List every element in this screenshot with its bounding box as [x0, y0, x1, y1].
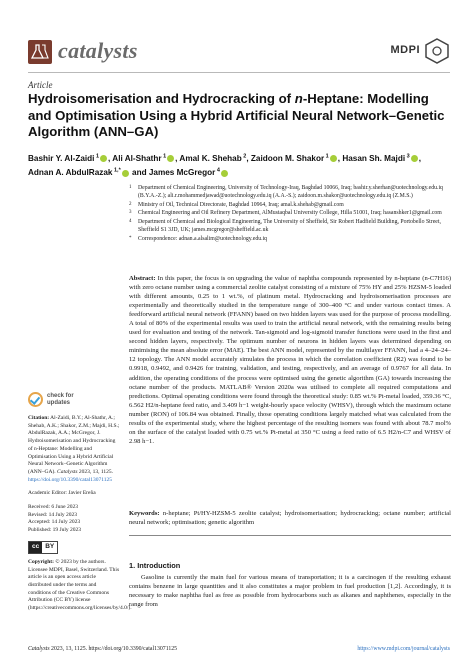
keywords-text: n-heptane; Pt/HY-HZSM-5 zeolite catalyst; hydroisomerisation; hydrocracking; octane number; artificial neural network; optimisation; genetic algorithm [129, 510, 451, 527]
affiliation-item: 3 Chemical Engineering and Oil Refinery Department, AlMustaqbal University College, Hilla 51001, Iraq; hasanshker1@gmail.com [129, 210, 442, 217]
journal-name: catalysts [58, 38, 138, 63]
keywords-divider [129, 535, 451, 536]
check-updates-icon [28, 392, 43, 407]
orcid-icon[interactable] [167, 155, 174, 162]
article-sidebar [28, 392, 132, 619]
journal-header [28, 38, 450, 70]
citation-doi-link[interactable]: https://doi.org/10.3390/catal13071125 [28, 476, 113, 483]
affiliation-item: 2 Ministry of Oil, Technical Directorate, Baghdad 10964, Iraq; amal.k.shehab@gmail.com [129, 201, 344, 208]
author-name[interactable]: Amal K. Shehab $^2$, [179, 153, 251, 163]
orcid-icon[interactable] [122, 170, 129, 177]
orcid-icon[interactable] [330, 155, 337, 162]
abstract-label: Abstract: [129, 275, 156, 282]
citation: Citation: Al-Zaidi, B.Y.; Al-Shathr, A.; Shehab, A.K.; Shakor, Z.M.; Majdi, H.S.; AbdulRazak, A.A.; McGregor, J. Hydroisomerisation and Hydrocracking of n-Heptane: Modelling and Optimisation Using a Hybrid Artificial Neural Network–Genetic Algorithm (ANN–GA). Catalysts 2023, 13, 1125. https://doi.org/10.3390/catal13071125 [28, 415, 120, 483]
journal-logo-icon [28, 40, 52, 64]
affiliations [129, 184, 451, 243]
article-title: Hydroisomerisation and Hydrocracking of n-Heptane: Modelling and Optimisation Using a Hybrid Artificial Neural Network–Genetic Algorithm (ANN–GA) [28, 91, 445, 139]
mdpi-logo-icon [424, 38, 450, 64]
check-updates-button[interactable]: check for updates [28, 392, 120, 407]
author-name[interactable]: Zaidoon M. Shakor $^1$ , [250, 153, 343, 163]
affiliation-item: 1 Department of Chemical Engineering, University of Technology-Iraq, Baghdad 10066, Iraq; bashir.y.sherhan@uotechnology.edu.iq (B.Y.A.-Z.); ali.r.mohammedjawad@uotechnology.edu.iq (A.A.-S.); zaidoon.m.shakor@uotechnology.edu.iq (Z.M.S.) [129, 185, 443, 200]
abstract [129, 274, 451, 446]
article-type: Article [28, 80, 53, 90]
cc-icon: cc [29, 542, 42, 553]
page-footer [28, 646, 450, 652]
section-heading: 1. Introduction [129, 561, 181, 570]
affiliation-item: * Correspondence: adnan.a.alsalim@uotechnology.edu.iq [129, 235, 268, 242]
journal-url-link[interactable]: https://www.mdpi.com/journal/catalysts [357, 646, 450, 652]
academic-editor: Academic Editor: Javier Ereña [28, 490, 96, 497]
orcid-icon[interactable] [100, 155, 107, 162]
orcid-icon[interactable] [221, 170, 228, 177]
cc-license-badge[interactable] [28, 541, 120, 554]
author-name[interactable]: James McGregor $^4$ [149, 168, 229, 177]
footer-citation: Catalysts 2023, 13, 1125. https://doi.org/10.3390/catal13071125 [28, 646, 178, 652]
keywords-label: Keywords: [129, 510, 160, 517]
author-name[interactable]: Adnan A. AbdulRazak $^{1,*}$ and [28, 167, 149, 178]
keywords [129, 509, 451, 527]
intro-paragraph: Gasoline is currently the main fuel for various means of transportation; it is a carcinogen if the resulting exhaust contains benzene in large quantities and it also constitutes a major problem in fuel production [1,2]. Accordingly, it is necessary to make naphtha fuel as free as possible from hydrocarbons such as alkanes and naphthenes, especially in the range from [129, 574, 451, 609]
author-list [28, 150, 448, 179]
abstract-text: In this paper, the focus is on upgrading the value of naphtha compounds represented by n-heptane (n-C7H16) with zero octane number using a commercial zeolite catalyst consisting of a mixture of 75% HY and 25% HZSM-5 loaded with different amounts, 0.25 to 1 wt.%, of platinum metal. Hydrocracking and hydroisomerisation processes are experimentally and theoretically studied in the temperature range of 300–400 °C and under various contact times. A feedforward artificial neural network (FFANN) based on two hidden layers was used for the purpose of process modelling. A total of 80% of the experimental results was used to train the artificial neural network, with the remaining results being used for evaluation and testing of the network. Tan-sigmoid and log-sigmoid transfer functions were used in the first and second hidden layers, respectively. The optimum number of neurons in hidden layers was determined depending on minimising the mean absolute error (MAE). The best ANN model, represented by the multilayer FFANN, had a 4–24–24–12 topology. The ANN model accurately simulates the process in which the correlation coefficient (R2) was found to be 0.9918, 0.9492, and 0.9426 for training, validation, and testing, respectively, and an average of 0.9767 for all data. In addition, the operating conditions of the process were optimised using the genetic algorithm (GA) towards increasing the octane number of the products. MATLAB® Version 2020a was utilised to complete all required computations and predictions. Optimal operating conditions were found through the theoretical study: 0.85 wt.% Pt-metal loaded, 359.36 °C, 6.562 H2/n-heptane feed ratio, and 3.409 h−1 weight-hourly space velocity (WHSV), through which the maximum octane number (RON) of 106.84 was obtained. Finally, those operating conditions largely matched what was calculated from the results of the experimental study, where the highest percentage of the resulting isomers was found with about 78.7 mol% on the surface of the catalyst loaded with 0.75 wt.% Pt-metal at 350 °C using a feed ratio of 6.5 H2/n-C7 and WHSV of 2.98 h−1. [129, 275, 451, 445]
by-icon: BY [45, 543, 55, 551]
author-name[interactable]: Bashir Y. Al-Zaidi $^1$ , [28, 153, 113, 163]
author-name[interactable]: Hasan Sh. Majdi $^3$ , [342, 153, 421, 163]
header-divider [28, 72, 450, 73]
affiliation-item: 4 Department of Chemical and Biological Engineering, The University of Sheffield, Sir Robert Hadfield Building, Portobello Street, Sheffield S1 3JD, UK; james.mcgregor@sheffield.ac.uk [129, 218, 441, 233]
copyright: Copyright: © 2023 by the authors. Licensee MDPI, Basel, Switzerland. This article is an open access article distributed under the terms and conditions of the Creative Commons Attribution (CC BY) license (https://creativecommons.org/licenses/by/4.0/). [28, 558, 132, 612]
dates: Received: 6 June 2023 Revised: 14 July 2023 Accepted: 14 July 2023 Published: 19 July 2023 [28, 504, 82, 534]
publisher-name: MDPI [390, 44, 420, 56]
author-name[interactable]: Ali Al-Shathr $^1$ , [112, 153, 180, 163]
orcid-icon[interactable] [411, 155, 418, 162]
